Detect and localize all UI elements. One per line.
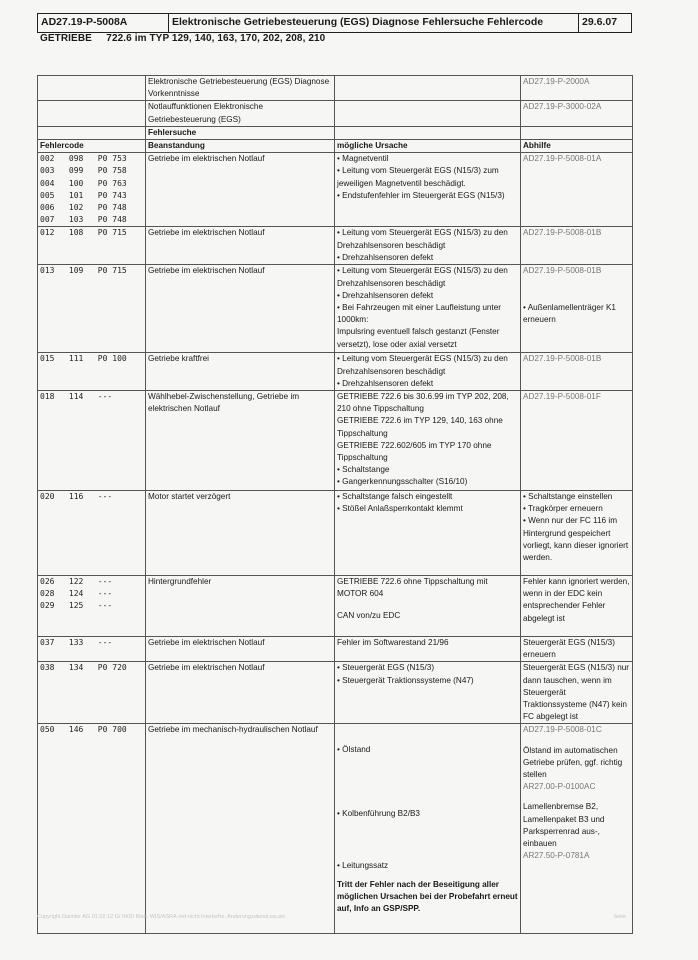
cause-item: • Gangerkennungsschalter (S16/10) [337,477,468,487]
causes [335,265,521,353]
intro-row [38,101,633,126]
remedy-ref[interactable]: AD27.19-P-5008-01B [523,228,602,238]
fault-codes: 020 116 --- [38,491,146,576]
table-row [38,391,633,491]
cause-item: GETRIEBE 722.602/605 im TYP 170 ohne Tippschaltung [337,440,492,463]
table-row [38,662,633,724]
causes [335,491,521,576]
cause-item: • Steuergerät EGS (N15/3) [337,663,435,673]
intro-row1-ref[interactable]: AD27.19-P-2000A [521,76,633,101]
remedy-ref[interactable]: AR27.00-P-0100AC [523,782,596,792]
complaint: Getriebe im elektrischen Notlauf [146,265,335,353]
causes [335,662,521,724]
cause-item: CAN von/zu EDC [337,611,401,621]
complaint: Getriebe im mechanisch-hydraulischen Notlauf [146,724,335,934]
fault-code-table [37,75,633,934]
fault-codes: 013 109 P0 715 [38,265,146,353]
cause-item: • Leitung vom Steuergerät EGS (N15/3) zu den Drehzahlsensoren beschädigt [337,266,508,288]
remedy-item: • Schaltstange einstellen [523,492,613,502]
remedy-ref[interactable]: AD27.19-P-5008-01B [523,266,602,276]
table-row [38,491,633,576]
cause-item: • Drehzahlsensoren defekt [337,290,434,300]
column-header-row [38,140,633,153]
remedy-ref[interactable]: AR27.50-P-0781A [523,851,590,861]
causes [335,637,521,662]
remedy-item: • Tragkörper erneuern [523,504,603,514]
fault-codes: 050 146 P0 700 [38,724,146,934]
cause-item: • Kolbenführung B2/B3 [337,808,420,818]
complaint: Getriebe im elektrischen Notlauf [146,227,335,265]
cause-item: • Leitung vom Steuergerät EGS (N15/3) zum jeweiligen Magnetventil beschädigt. [337,166,499,188]
doc-title: Elektronische Getriebesteuerung (EGS) Diagnose Fehlersuche Fehlercode [169,14,579,32]
cause-item: • Drehzahlsensoren defekt [337,252,434,262]
remedy-ref[interactable]: AD27.19-P-5008-01F [523,392,601,402]
causes [335,227,521,265]
cause-item: • Drehzahlsensoren defekt [337,378,434,388]
causes [335,353,521,391]
footer-page: Seite [613,914,626,920]
col-header-remedy: Abhilfe [521,140,633,153]
remedy-item: Fehler kann ignoriert werden, wenn in der EDC kein entsprechender Fehler abgelegt ist [523,577,630,623]
cause-item: • Schaltstange falsch eingestellt [337,492,453,502]
complaint: Getriebe im elektrischen Notlauf [146,662,335,724]
causes [335,391,521,491]
intro-row1-text: Elektronische Getriebesteuerung (EGS) Diagnose Vorkenntnisse [146,76,335,101]
table-row [38,576,633,637]
col-header-cause: mögliche Ursache [335,140,521,153]
remedy-item: • Wenn nur der FC 116 im Hintergrund gespeichert vorliegt, kann dieser ignoriert werden. [523,516,629,563]
remedy-ref[interactable]: AD27.19-P-5008-01C [523,725,602,735]
cause-item: • Leitung vom Steuergerät EGS (N15/3) zu den Drehzahlsensoren beschädigt [337,354,508,376]
cause-item: GETRIEBE 722.6 im TYP 129, 140, 163 ohne Tippschaltung [337,416,503,438]
complaint: Getriebe kraftfrei [146,353,335,391]
causes [335,153,521,227]
cause-item: • Leitungssatz [337,860,389,870]
remedy-item: • Außenlamellenträger K1 erneuern [523,302,616,324]
intro-row [38,76,633,101]
doc-date: 29.6.07 [582,16,618,28]
cause-item: Fehler im Softwarestand 21/96 [337,638,449,648]
causes [335,724,521,934]
cause-item: • Stößel Anlaßsperrkontakt klemmt [337,504,463,514]
cause-item: GETRIEBE 722.6 ohne Tippschaltung mit MOTOR 604 [337,577,488,599]
document-header [37,13,632,33]
fault-codes: 015 111 P0 100 [38,353,146,391]
remedy-item: Steuergerät EGS (N15/3) erneuern [523,638,615,660]
fault-codes: 012 108 P0 715 [38,227,146,265]
remedy-ref[interactable]: AD27.19-P-5008-01B [523,354,602,364]
page-footer [37,914,632,920]
cause-item: • Endstufenfehler im Steuergerät EGS (N15/3) [337,190,505,200]
table-row [38,353,633,391]
section-title: Fehlersuche [146,126,335,139]
complaint: Wählhebel-Zwischenstellung, Getriebe im elektrischen Notlauf [146,391,335,491]
doc-subtitle: GETRIEBE 722.6 im TYP 129, 140, 163, 170, 202, 208, 210 [40,33,326,44]
complaint: Getriebe im elektrischen Notlauf [146,153,335,227]
col-header-code: Fehlercode [38,140,146,153]
fault-codes: 038 134 P0 720 [38,662,146,724]
cause-note: Tritt der Fehler nach der Beseitigung aller möglichen Ursachen bei der Probefahrt erneut auf, Info an GSP/SPP. [337,880,518,914]
remedy-item: Steuergerät EGS (N15/3) nur dann tauschen, wenn im Steuergerät Traktionssysteme (N47) kein FC abgelegt ist [523,663,630,722]
causes [335,576,521,637]
footer-copyright: Copyright Daimler AG 01.02.12 G/ 0420 Blatt, WIS/ASRA-net-nicht lnterlerfre, Anderungsdienst.ws.ws [37,914,285,920]
intro-row2-text: Notlauffunktionen Elektronische Getriebesteuerung (EGS) [146,101,335,126]
table-row [38,637,633,662]
complaint: Motor startet verzögert [146,491,335,576]
cause-item: • Ölstand [337,745,371,755]
remedy-item: Ölstand im automatischen Getriebe prüfen, ggf. richtig stellen [523,745,623,780]
cause-item: GETRIEBE 722.6 bis 30.6.99 im TYP 202, 208, 210 ohne Tippschaltung [337,392,509,414]
table-row [38,265,633,353]
intro-row2-ref[interactable]: AD27.19-P-3000-02A [521,101,633,126]
section-row [38,126,633,139]
remedy-item: Lamellenbremse B2, Lamellenpaket B3 und Parksperrenrad aus-, einbauen [523,802,605,849]
cause-item: • Magnetventil [337,154,389,164]
doc-id: AD27.19-P-5008A [38,14,169,32]
fault-codes: 026 122 --- 028 124 --- 029 125 --- [38,576,146,637]
table-row [38,153,633,227]
fault-codes: 018 114 --- [38,391,146,491]
complaint: Hintergrundfehler [146,576,335,637]
table-row [38,724,633,934]
fault-codes: 037 133 --- [38,637,146,662]
cause-item: • Schaltstange [337,465,390,475]
remedy-ref[interactable]: AD27.19-P-5008-01A [523,154,602,164]
col-header-complaint: Beanstandung [146,140,335,153]
complaint: Getriebe im elektrischen Notlauf [146,637,335,662]
cause-item: • Bei Fahrzeugen mit einer Laufleistung unter 1000km: [337,303,501,325]
cause-item: • Leitung vom Steuergerät EGS (N15/3) zu den Drehzahlsensoren beschädigt [337,228,508,250]
cause-item: • Steuergerät Traktionssysteme (N47) [337,675,474,685]
table-row [38,227,633,265]
cause-item: Impulsring eventuell falsch gestanzt (Fenster versetzt), lose oder axial versetzt [337,327,500,349]
fault-codes: 002 098 P0 753 003 099 P0 758 004 100 P0 763 005 101 P0 743 006 102 P0 748 007 103 P0 748 [38,153,146,227]
